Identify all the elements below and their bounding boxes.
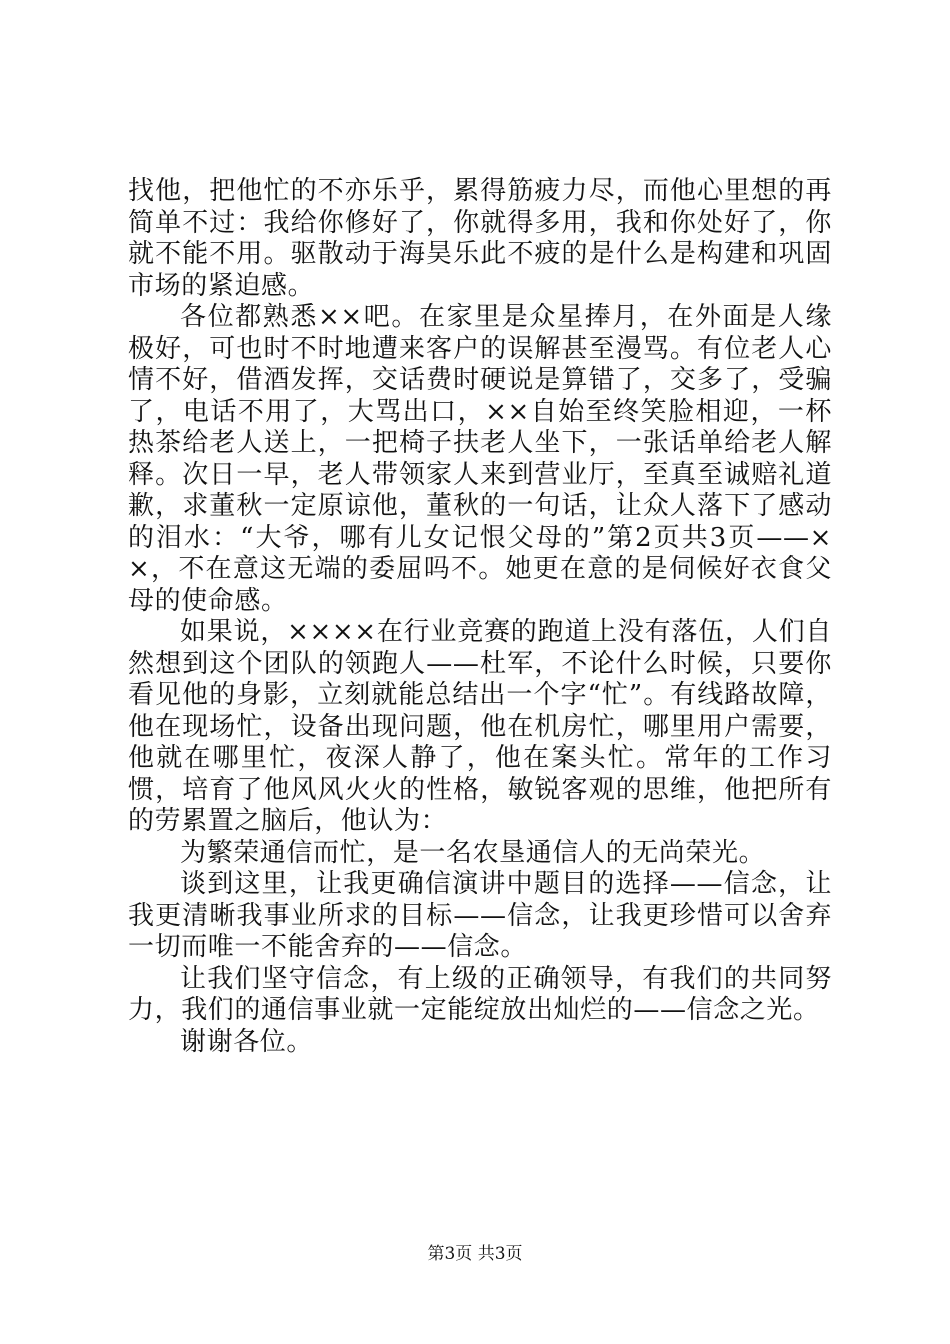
paragraph: 为繁荣通信而忙，是一名农垦通信人的无尚荣光。 — [180, 837, 766, 868]
paragraph-continued: 找他，把他忙的不亦乐乎，累得筋疲力尽，而他心里想的再简单不过：我给你修好了，你就得多用，我和你处好了，你就不能不用。驱散动于海昊乐此不疲的是什么是构建和巩固市场的紧迫感。 — [128, 176, 832, 301]
document-body — [128, 176, 832, 1058]
paragraph: 如果说，××××在行业竞赛的跑道上没有落伍，人们自然想到这个团队的领跑人——杜军，不论什么时候，只要你看见他的身影，立刻就能总结出一个字“忙”。有线路故障，他在现场忙，设备出现问题，他在机房忙，哪里用户需要，他就在哪里忙，夜深人静了，他在案头忙。常年的工作习惯，培育了他风风火火的性格，敏锐客观的思维，他把所有的劳累置之脑后，他认为： — [128, 617, 832, 836]
paragraph: 谈到这里，让我更确信演讲中题目的选择——信念，让我更清晰我事业所求的目标——信念，让我更珍惜可以舍弃一切而唯一不能舍弃的——信念。 — [128, 869, 832, 962]
page-number-footer: 第3页 共3页 — [427, 1244, 523, 1264]
paragraph: 各位都熟悉××吧。在家里是众星捧月，在外面是人缘极好，可也时不时地遭来客户的误解甚至漫骂。有位老人心情不好，借酒发挥，交话费时硬说是算错了，交多了，受骗了，电话不用了，大骂出口，××自始至终笑脸相迎，一杯热茶给老人送上，一把椅子扶老人坐下，一张话单给老人解释。次日一早，老人带领家人来到营业厅，至真至诚赔礼道歉，求董秋一定原谅他，董秋的一句话，让众人落下了感动的泪水：“大爷，哪有儿女记恨父母的”第2页共3页——××，不在意这无端的委屈吗不。她更在意的是伺候好衣食父母的使命感。 — [128, 302, 832, 616]
paragraph-closing: 谢谢各位。 — [180, 1026, 314, 1057]
paragraph: 让我们坚守信念，有上级的正确领导，有我们的共同努力，我们的通信事业就一定能绽放出灿烂的——信念之光。 — [128, 963, 832, 1025]
